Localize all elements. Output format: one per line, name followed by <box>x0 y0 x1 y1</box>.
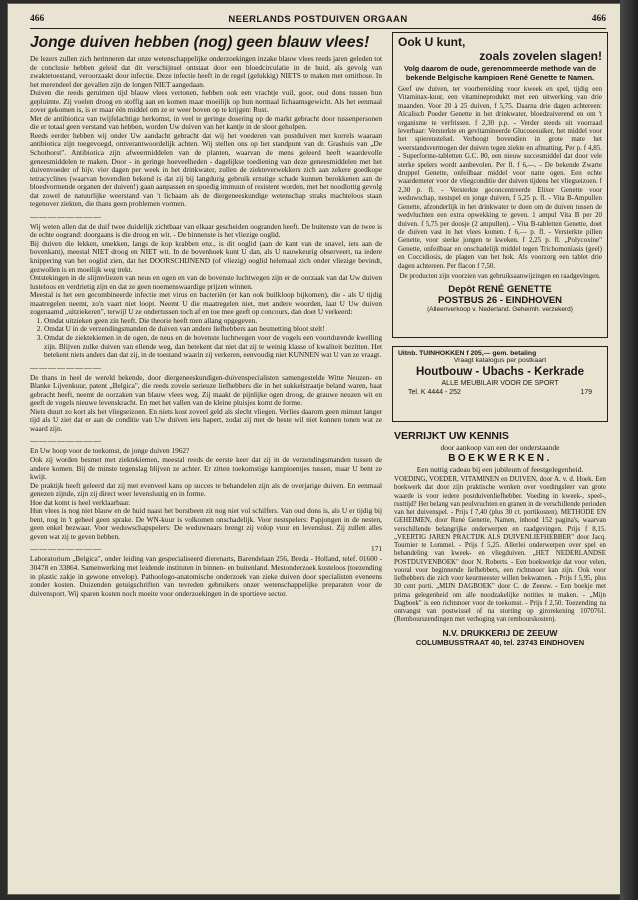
magazine-page <box>8 4 620 894</box>
article-paragraph: En Uw hoop voor de toekomst, de jonge duiven 1962? <box>30 446 190 456</box>
advert-body: Geef uw duiven, ter voorbereiding voor kweek en spel, tijdig een Vitaminax-kuur, een vitamineproduktt met een uitwerking van drie maanden. Voor 20 à 25 duiven, f 5,75. Daarna drie dagen achtereen: Alcalisch Poeder Genette in het drinkwater, bloedzuiverend en om 't organisme te verfrissen. f 2,30 p.p. - Verder steeds uit voorraad leverbaar: Versterkte en gevitamineerde Glucosesuiker, het middel voor het spierenstelsel. Verhoogt bovendien in grote mate het weerstandsvermogen der duiven tegen ziekte en afmatting. Per p. f 4,85. - Superforme-tabletten G.C. 80, een nieuw succesmiddel dat door vele sterke spelers wordt aanbevolen. Per fl. f 6,—. - De bekende Zwarte druppel Genette, onfeilbaar middel voor natte ogen. Een echte waardemeter voor de vliegconditie der duiven tijdens het vliegseizoen. f 2,30 p. fl. - Versterkte geconcentreerde Elixer Genette voor weduwschap, nestspel en jonge duiven, f 5,25 p. fl. - Vita B-Ampullen Genette, afzonderlijk in het drinkwater te doen om de duiven tussen de wedvluchten een extra opwekking te geven. 1 ampul Vita B per 20 duiven. f 5,75 per doosje (2 ampullen). - Vita B-tabletten Genette, doet de duiven vast in het vlees komen. f 6,— p. fl. - Versterkte pillen Genette, voor sterke jongen te kweken. f 2,25 p. fl. „Polycoxine" Genette, onfeilbaar en onschadelijk middel tegen Trichomoniasis (geel) en Coccidiosis, de plagen van het hok. Als voorzorg een tablet drie dagen achtereen. Per flacon f 7,50. <box>398 85 602 270</box>
ref-row <box>30 541 382 555</box>
advert-headline-2: zoals zovelen slagen! <box>479 49 602 63</box>
article-paragraph: Bij duiven die lekken, smekken, langs de kop krabben enz., is dit ooglid (aan de kant van de snavel, iets aan de bovenkant), meestal NIET droog en NIET wit. In de bovenhoek kunt U dan, als U nauwkeurig observeert, na iedere knippering van het ooglid zien, dat het DOORSCHIJNEND (of vliezig) ooglid helemaal zich onder vliezige bevindt, gezwollen is en moeilijk weg trekt. <box>30 238 382 274</box>
advert-subtitle: door aankoop van een der onderstaande <box>440 443 560 452</box>
article-paragraph: De thans in heel de wereld bekende, door diergeneeskundigen-duivenspecialisten samengestelde Witte Neuzen- en Blanke Lijvenkuur, patent „Belgica", die reeds zovele serieuze liefhebbers die in het sukkelstraatje beland waren, baat gebracht heeft, neemt de oorzaken van blauw vlees weg. Zij maakt de pijnlijke ogen droog, de grauwe neuzen wit en geeft de vogels nieuwe levenskracht. En met het vallen van de kleine pluisjes komt de forme. <box>30 372 382 408</box>
advert-line: ALLE MEUBILAIR VOOR DE SPORT <box>441 380 559 387</box>
advert-closing: De producten zijn voorzien van gebruiksaanwijzingen en raadgevingen. <box>399 271 601 280</box>
depot-name: Depôt RENÉ GENETTE <box>448 284 552 296</box>
article-paragraph: Wij weten allen dat de duif twee duidelijk zichtbaar van elkaar gescheiden oogranden heeft. De buitenste van de twee is de echte oogrand: doorgaans is die droog en wit. - De binnenste is het vliezige ooglid. <box>30 221 382 240</box>
advert-headline: VERRIJKT UW KENNIS <box>394 430 509 442</box>
article-paragraph: Met de antibiotica van twijfelachtige herkomst, in veel te geringe dosering op de markt gebracht door tussenpersonen die er totaal geen verstand van hebben, worden Uw duiven van het kantje in de sloot geholpen. <box>30 113 382 132</box>
ad-reference-number: 171 <box>371 543 382 553</box>
depot-postbus: POSTBUS 26 - EINDHOVEN <box>437 295 563 307</box>
genette-advert <box>392 32 608 338</box>
reasons-list <box>30 317 382 360</box>
article-paragraph: Hun vlees is nog niet blauw en de huid naast het borstbeen zit nog niet vol schilfers. Van oud dons is, als U er tijdig bij bent, nog in 't geheel geen sprake. De WN-kuur is volkomen onschadelijk. Voor nestspelers: Papjongen in de nesten, geen enkel bezwaar. Voor weduwschapspelers: De weduwnaars brengt zij volop vuur en levenslust. Zij zullen alles geven wat zij te geven hebben. <box>30 506 382 541</box>
advert-company: Houtbouw - Ubachs - Kerkrade <box>415 366 585 378</box>
page-number-right: 466 <box>591 14 606 24</box>
article-paragraph: Duiven die reeds geruimen tijd blauw vlees vertonen, hebben ook een vrachtje vuil, goor, oud dons tussen hun gepluimte. Zij voelen droog en stoffig aan en komen maar moeilijk op hun normaal lichaamsgewicht. Als het eenmaal zover gekomen is, is er maar één middel om ze er weer boven op te krijgen: Rust. <box>30 88 382 115</box>
depot-address <box>398 284 602 313</box>
ad-reference-number: 179 <box>580 389 592 396</box>
list-item: 2. Omdat U in de verzendingsmanden de duiven van andere liefhebbers aan besmetting bloot stelt! <box>44 325 382 334</box>
section-separator: ———————— <box>30 544 102 554</box>
scan-edge-shadow <box>620 0 638 900</box>
article-paragraph: Reeds eerder hebben wij onder Uw aandacht gebracht dat wij het voederen van postduiven met korrels waaraan antibiotica zijn toegevoegd, ontverantwoordelijk achten. Wij stellen ons op het standpunt van dr. Grashuis van „De Schothorst". Antibiotica zijn afweermiddelen van de planten, waarvan de mens geleerd heeft waardevolle geneesmiddelen te maken. Door - in geringe hoeveelheden - dagelijkse toediening van deze geneesmiddelen met het duivenvoeder of bijv. vier dagen per week in het drinkwater, zullen de ziekteverwekkers zich aan zekere goedkope tetracyclines (waarvan bovendien bekend is dat zij bij langdurig gebruik ernstige schade kunnen berokkenen aan de bloedvormende organen der duiven!) gaan aanpassen en spoedig immuun of resistent worden, met het noodlottig gevolg dat zowel de natuurlijke weerstand van 't lichaam als de diergeneeskundige wetenschap straks machteloos staan tegenover ziekten, die thans geen problemen vormen. <box>30 130 382 209</box>
running-header <box>30 10 606 29</box>
journal-title: NEERLANDS POSTDUIVEN ORGAAN <box>228 13 408 25</box>
advert-body: VOEDING, VOEDER, VITAMINEN en DUIVEN, door A. v. d. Hoek. Een boekwerk dat door zijn praktische wenken over voedingsleer van grote waarde is voor iedere postduivenliefhebber. Voeding in kweek-, speel-, rusttijd? Het belang van peulvruchten en granen in de verschillende perioden van het duivenspel. - Prijs f 7,40 (plus 30 ct. portikosten). METHODE EN GEHEIMEN, door René Genette, Namen, inhoud 152 pagina's, waarvan verschillende belangrijke onderwerpen en raadgevingen. Prijs f 8,15. „VEERTIG JAREN PRACTIJK ALS DUIVENLIEFHEBBER" door Jacq. Tournier te Lommel. - Prijs f 5,25. Allerlei onderwerpen over spel en behandeling van kweek- en vliegduiven. „HET NEDERLANDSE POSTDUIVENBOEK" door N. Roberts. - Een boekwerkje dat voor velen, vooral voor beginnende liefhebbers, een richtsnoer kan zijn. Ook voor liefhebbers die zich voor keurmeester willen bekwamen. - Prijs f 5,95, plus 30 cent porti. „MIJN DAGBOEK" door C. de Zeeuw. - Een boekje met prima gelegenheid om alle noodzakelijke notities te maken. - „Mijn Dagboek" is een richtsnoer voor de toekomst. - Prijs f 2,50. Toezending na ontvangst van postwissel of na storting op girorekening 1070761. (Rembourszendingen met verhoging van rembourskosten). <box>394 476 607 624</box>
article-paragraph: Niets duurt zo kort als het vliegseizoen. En niets kost zoveel geld als slecht vliegen. Verlies daarom geen minuut langer tijd als U ziet dat er aan de conditie van Uw duiven iets hapert, zodat zij met de beste wil niet kunnen tonen wat ze waard zijn. <box>30 406 382 433</box>
page-number-left: 466 <box>30 14 45 24</box>
advert-headline-2: BOEKWERKEN. <box>448 453 552 464</box>
article-paragraph: De praktijk heeft geleerd dat zij met evenveel kans op succes te behandelen zijn als de overjarige duiven. En eenmaal genezen zijnde, zijn zij direct weer levenslustig en in forme. <box>30 480 382 499</box>
books-advert <box>392 430 608 647</box>
advert-column <box>392 32 608 882</box>
advert-phone: Tel. K 4444 - 252 <box>408 389 461 396</box>
laboratory-notice: Laboratorium „Belgica", onder leiding van gespecialiseerd dierenarts, Barendelaan 256, Breda - Holland, telef. 01600 - 30478 en 33864. Samenwerking met leidende instituten in binnen- en buitenland. Mestonderzoek kosteloos (toezending in plastic zakje in gewone envelop). Pathoologo-anatomische onderzoek van zieke duiven door specialisten eveneens zonder kosten. Duizenden getuigschriften van tevreden gebruikers onzer wetenschappelijke preparaten voor de duivensport. Wij sparen kosten noch moeite voor onderzoekingen in de sportieve sector. <box>30 554 382 598</box>
section-separator: ———————— <box>30 211 102 221</box>
advert-line: Vraagt katalogus per postkaart <box>453 357 547 364</box>
article-paragraph: Ook zij worden besmet met ziektekiemen, meestal reeds de eerste keer dat zij in de verzendingsmanden tussen de andere komen. Bij de minste tegenslag blijven ze achter. Er zitten toekomstige kampioentjes tussen, maar U bent ze kwijt. <box>30 454 382 482</box>
list-item: 3. Omdat de ziektekiemen in de ogen, de neus en de bovenste luchtwegen voor de vogels een voortdurende kwelling zijn. Blijven zulke duiven van ellende weg, dan betekent dat niet dat zij te weinig klasse of kwaliteit bezitten. Het betekent niets anders dan dat zij, in de toestand waarin zij verkeren, eenvoudig niet KUNNEN wat U van ze vraagt. <box>44 334 382 360</box>
article-paragraph: Hoe dat komt is heel verklaarbaar. <box>30 497 131 507</box>
section-separator: ———————— <box>30 362 102 372</box>
article-column <box>30 32 382 882</box>
section-separator: ———————— <box>30 436 102 446</box>
advert-headline: Ook U kunt, <box>398 35 466 49</box>
advert-subtitle: Volg daarom de oude, gerenommeerde methode van de bekende Belgische kampioen René Genette te Namen. <box>403 64 597 82</box>
advert-line: Uitnb. TUINHOKKEN f 205,— gem. betaling <box>398 350 537 357</box>
article-paragraph: Ontstekingen in de slijmvliezen van neus en ogen en van de bovenste luchtwegen zijn er de oorzaak van dat Uw duiven lusteloos en verdrietig zijn en dat ze geen noemenswaardige prijzen winnen. <box>30 273 382 291</box>
advert-contact-row <box>398 389 602 396</box>
advert-tagline: Een nuttig cadeau bij een jubileum of feestgelegenheid. <box>416 465 584 474</box>
houtbouw-advert <box>392 346 608 422</box>
depot-note: (Alleenverkoop v. Nederland. Geheimh. verzekerd) <box>427 306 573 314</box>
article-intro: De lezers zullen zich herinneren dat onze wetenschappelijke onderzoekingen inzake blauw vlees reeds jaren geleden tot de conclusie hebben geleid dat dit verschijnsel ontstaat door een bloedcirculatie in de huid, als gevolg van zwaktetoestand, veroorzaakt door infectie. Deze infectie heeft in de regel (gelukkig) NIETS te maken met ornithose. In het merendeel der gevallen zijn de longen NIET aangedaan. <box>30 54 382 89</box>
article-title: Jonge duiven hebben (nog) geen blauw vlees! <box>30 34 370 51</box>
article-paragraph: Meestal is het een gecombineerde infectie met virus en bacteriën (er kan ook builkloop bijkomen), die - als U tijdig maatregelen neemt, zo'n vaart niet loopt. Neemt U die maatregelen niet, met andere woorden, laat U Uw duiven zogenaamd „uitziekeren", terwijl U ze ondertussen toch af en toe mee geeft op concours, dan doet U verkeerd: <box>30 290 382 317</box>
list-item: 1. Omdat uitzieken geen zin heeft. Die theorie heeft men allang opgegeven. <box>44 317 382 326</box>
publisher-name: N.V. DRUKKERIJ DE ZEEUW <box>442 627 558 638</box>
publisher-address: COLUMBUSSTRAAT 40, tel. 23743 EINDHOVEN <box>415 637 585 647</box>
